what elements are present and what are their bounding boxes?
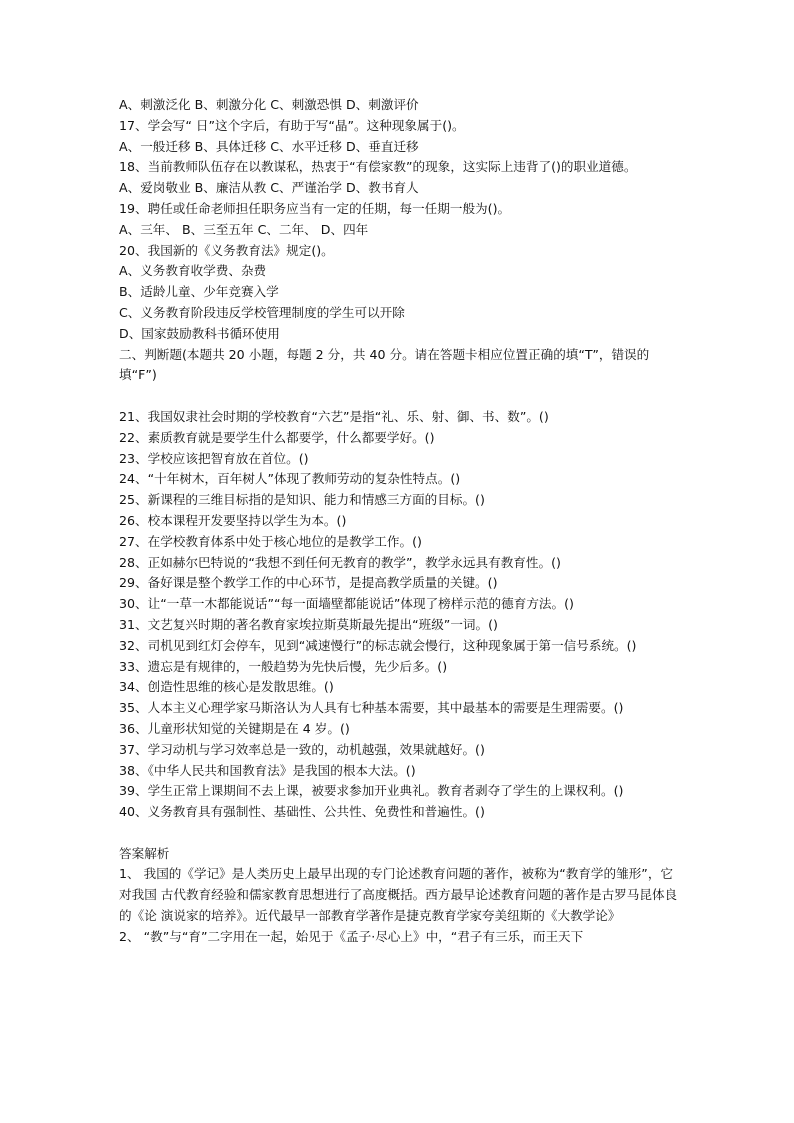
judgement-item: 39、学生正常上课期间不去上课，被要求参加开业典礼。教育者剥夺了学生的上课权利。() xyxy=(119,783,624,799)
judgement-item: 38、《中华人民共和国教育法》是我国的根本大法。() xyxy=(119,762,416,778)
judgement-item: 33、遗忘是有规律的，一般趋势为先快后慢，先少后多。() xyxy=(119,658,448,674)
answer-paragraph: 1、 我国的《学记》是人类历史上最早出现的专门论述教育问题的著作，被称为“教育学的雏形”，它对我国 古代教育经验和儒家教育思想进行了高度概括。西方最早论述教育问题的著作是古罗马昆体良的《论 演说家的培养》。近代最早一部教育学著作是捷克教育学家夸美纽斯的《大教学论》 xyxy=(119,866,678,924)
question-17: 17、学会写“ 日”这个字后，有助于写“晶”。这种现象属于()。 xyxy=(119,117,465,133)
document-body xyxy=(119,95,679,948)
judgement-item: 29、备好课是整个教学工作的中心环节，是提高教学质量的关键。() xyxy=(119,575,498,591)
judgement-item: 37、学习动机与学习效率总是一致的，动机越强，效果就越好。() xyxy=(119,741,485,757)
answer-paragraph: 2、 “教”与“育”二字用在一起，始见于《孟子·尽心上》中，“君子有三乐，而王天下 xyxy=(119,928,584,944)
option-line: A、刺激泛化 B、刺激分化 C、刺激恐惧 D、刺激评价 xyxy=(119,97,419,112)
spacer xyxy=(119,823,679,844)
option-line: A、义务教育收学费、杂费 xyxy=(119,263,267,279)
option-line: A、一般迁移 B、具体迁移 C、水平迁移 D、垂直迁移 xyxy=(119,138,419,154)
question-20: 20、我国新的《义务教育法》规定()。 xyxy=(119,242,334,258)
judgement-item: 23、学校应该把智育放在首位。() xyxy=(119,450,309,466)
judgement-item: 25、新课程的三维目标指的是知识、能力和情感三方面的目标。() xyxy=(119,492,485,508)
judgement-item: 40、义务教育具有强制性、基础性、公共性、免费性和普遍性。() xyxy=(119,804,485,820)
question-19: 19、聘任或任命老师担任职务应当有一定的任期，每一任期一般为()。 xyxy=(119,200,511,216)
judgement-item: 21、我国奴隶社会时期的学校教育“六艺”是指“礼、乐、射、御、书、数”。() xyxy=(119,408,549,424)
judgement-item: 34、创造性思维的核心是发散思维。() xyxy=(119,679,334,695)
judgement-item: 31、文艺复兴时期的著名教育家埃拉斯莫斯最先提出“班级”一词。() xyxy=(119,616,498,632)
option-line: A、三年、 B、三至五年 C、二年、 D、四年 xyxy=(119,221,369,237)
question-18: 18、当前教师队伍存在以教谋私，热衷于“有偿家教”的现象，这实际上违背了()的职业道德。 xyxy=(119,159,637,175)
judgement-item: 26、校本课程开发要坚持以学生为本。() xyxy=(119,512,347,528)
judgement-item: 28、正如赫尔巴特说的“我想不到任何无教育的教学”，教学永远具有教育性。() xyxy=(119,554,561,570)
judgement-item: 27、在学校教育体系中处于核心地位的是教学工作。() xyxy=(119,533,422,549)
option-line: A、爱岗敬业 B、廉洁从教 C、严谨治学 D、教书育人 xyxy=(119,180,419,196)
judgement-item: 36、儿童形状知觉的关键期是在 4 岁。() xyxy=(119,720,350,736)
answer-section-title: 答案解析 xyxy=(119,845,170,861)
option-line: C、义务教育阶段违反学校管理制度的学生可以开除 xyxy=(119,304,405,320)
option-line: B、适龄儿童、少年竞赛入学 xyxy=(119,284,279,300)
judgement-item: 30、让“一草一木都能说话”“每一面墙壁都能说话”体现了榜样示范的德育方法。() xyxy=(119,596,574,612)
option-line: D、国家鼓励教科书循环使用 xyxy=(119,325,280,341)
judgement-item: 24、“十年树木，百年树人”体现了教师劳动的复杂性特点。() xyxy=(119,471,461,487)
judgement-item: 32、司机见到红灯会停车，见到“减速慢行”的标志就会慢行，这种现象属于第一信号系统。() xyxy=(119,637,637,653)
judgement-item: 22、素质教育就是要学生什么都要学，什么都要学好。() xyxy=(119,429,435,445)
section-heading: 二、判断题(本题共 20 小题，每题 2 分，共 40 分。请在答题卡相应位置正确的填“T”，错误的填“F”) xyxy=(119,346,650,383)
spacer xyxy=(119,386,679,407)
judgement-item: 35、人本主义心理学家马斯洛认为人具有七种基本需要，其中最基本的需要是生理需要。() xyxy=(119,700,624,716)
